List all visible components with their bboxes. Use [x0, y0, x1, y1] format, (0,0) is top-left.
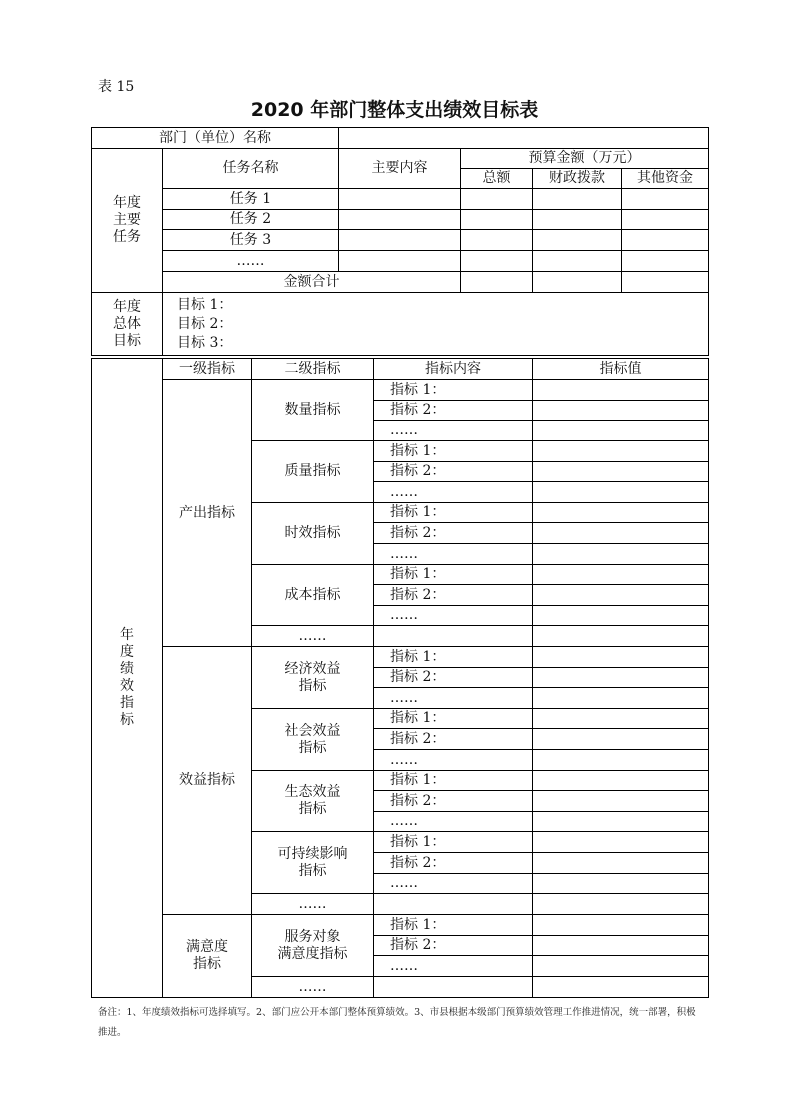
indicator-content[interactable] — [374, 626, 533, 647]
level2-indicator: 经济效益 指标 — [252, 647, 374, 709]
indicator-value[interactable] — [533, 626, 709, 647]
cell-input[interactable] — [622, 251, 709, 272]
indicator-value[interactable] — [533, 936, 709, 956]
indicator-content[interactable]: 指标 2： — [374, 729, 533, 750]
amount-total-label: 金额合计 — [163, 272, 461, 293]
indicator-content[interactable]: 指标 2： — [374, 791, 533, 812]
cell-input[interactable] — [339, 189, 461, 210]
task-name: 任务 2 — [163, 210, 339, 230]
indicator-content[interactable]: …… — [374, 812, 533, 832]
indicator-content[interactable]: …… — [374, 956, 533, 977]
indicator-content[interactable]: 指标 1： — [374, 771, 533, 791]
level2-header: 二级指标 — [252, 359, 374, 380]
indicator-value[interactable] — [533, 647, 709, 668]
indicator-content[interactable]: …… — [374, 750, 533, 771]
indicator-content[interactable]: 指标 1： — [374, 915, 533, 936]
output-indicator-label: 产出指标 — [163, 380, 252, 647]
indicator-value[interactable] — [533, 791, 709, 812]
indicator-content[interactable]: 指标 2： — [374, 668, 533, 688]
indicator-value[interactable] — [533, 977, 709, 998]
table-row — [92, 210, 709, 230]
level2-indicator: 时效指标 — [252, 503, 374, 565]
overall-goal-content[interactable]: 目标 1： 目标 2： 目标 3： — [163, 293, 709, 356]
cell-input[interactable] — [461, 210, 533, 230]
overall-goal-label: 年度 总体 目标 — [92, 293, 163, 356]
level2-indicator: 成本指标 — [252, 565, 374, 626]
indicator-value[interactable] — [533, 503, 709, 523]
indicator-value[interactable] — [533, 441, 709, 462]
cell-input[interactable] — [461, 272, 533, 293]
indicator-value[interactable] — [533, 729, 709, 750]
indicator-content[interactable]: 指标 2： — [374, 401, 533, 421]
cell-input[interactable] — [533, 210, 622, 230]
dept-name-label: 部门（单位）名称 — [92, 128, 339, 149]
indicator-content[interactable]: 指标 1： — [374, 709, 533, 729]
cell-input[interactable] — [622, 272, 709, 293]
indicator-content[interactable]: …… — [374, 874, 533, 894]
task-name: 任务 3 — [163, 230, 339, 251]
table-row — [92, 272, 709, 293]
indicator-value[interactable] — [533, 462, 709, 482]
table-number: 表 15 — [98, 79, 135, 95]
indicator-content[interactable]: 指标 1： — [374, 503, 533, 523]
footnote: 备注：1、年度绩效指标可选择填写。2、部门应公开本部门整体预算绩效。3、市县根据本级部门预算绩效管理工作推进情况，统一部署，积极推进。 — [98, 1007, 696, 1038]
indicator-value[interactable] — [533, 421, 709, 441]
cell-input[interactable] — [622, 230, 709, 251]
budget-header: 预算金额（万元） — [461, 149, 709, 169]
cell-input[interactable] — [622, 189, 709, 210]
indicator-value[interactable] — [533, 606, 709, 626]
indicator-value[interactable] — [533, 585, 709, 606]
indicator-content[interactable]: 指标 2： — [374, 936, 533, 956]
cell-input[interactable] — [339, 230, 461, 251]
indicator-content[interactable]: 指标 1： — [374, 380, 533, 401]
indicator-content[interactable] — [374, 894, 533, 915]
indicator-value[interactable] — [533, 771, 709, 791]
cell-input[interactable] — [339, 251, 461, 272]
indicator-value[interactable] — [533, 482, 709, 503]
indicator-value[interactable] — [533, 915, 709, 936]
main-content-header: 主要内容 — [339, 149, 461, 189]
level2-indicator-more: …… — [252, 977, 374, 998]
indicator-content[interactable]: 指标 2： — [374, 523, 533, 544]
indicator-content[interactable]: …… — [374, 544, 533, 565]
indicator-content[interactable] — [374, 977, 533, 998]
table-row — [92, 251, 709, 272]
task-name: …… — [163, 251, 339, 272]
indicator-value[interactable] — [533, 668, 709, 688]
benefit-indicator-label: 效益指标 — [163, 647, 252, 915]
content-header: 指标内容 — [374, 359, 533, 380]
task-table — [91, 127, 709, 356]
indicator-value[interactable] — [533, 874, 709, 894]
annual-tasks-label: 年度 主要 任务 — [92, 149, 163, 293]
annual-performance-label: 年 度 绩 效 指 标 — [92, 359, 163, 998]
indicator-content[interactable]: 指标 2： — [374, 585, 533, 606]
dept-name-value[interactable] — [339, 128, 709, 149]
indicator-value[interactable] — [533, 709, 709, 729]
table-row — [92, 189, 709, 210]
cell-input[interactable] — [461, 230, 533, 251]
performance-indicator-table — [91, 358, 709, 998]
indicator-value[interactable] — [533, 523, 709, 544]
indicator-value[interactable] — [533, 832, 709, 853]
page-title: 2020 年部门整体支出绩效目标表 — [250, 99, 539, 121]
indicator-content[interactable]: 指标 2： — [374, 853, 533, 874]
other-funds-header: 其他资金 — [622, 169, 709, 189]
indicator-content[interactable]: 指标 2： — [374, 462, 533, 482]
cell-input[interactable] — [461, 251, 533, 272]
value-header: 指标值 — [533, 359, 709, 380]
indicator-content[interactable]: …… — [374, 421, 533, 441]
level2-indicator: 社会效益 指标 — [252, 709, 374, 771]
indicator-content[interactable]: 指标 1： — [374, 832, 533, 853]
satisfaction-indicator-label: 满意度 指标 — [163, 915, 252, 998]
level2-indicator: 可持续影响 指标 — [252, 832, 374, 894]
indicator-content[interactable]: 指标 1： — [374, 565, 533, 585]
level2-indicator-more: …… — [252, 894, 374, 915]
task-name-header: 任务名称 — [163, 149, 339, 189]
cell-input[interactable] — [339, 210, 461, 230]
total-header: 总额 — [461, 169, 533, 189]
task-name: 任务 1 — [163, 189, 339, 210]
cell-input[interactable] — [533, 230, 622, 251]
cell-input[interactable] — [622, 210, 709, 230]
table-row — [92, 230, 709, 251]
cell-input[interactable] — [461, 189, 533, 210]
indicator-value[interactable] — [533, 380, 709, 401]
level1-header: 一级指标 — [163, 359, 252, 380]
level2-indicator: 质量指标 — [252, 441, 374, 503]
indicator-content[interactable]: …… — [374, 606, 533, 626]
fiscal-header: 财政拨款 — [533, 169, 622, 189]
indicator-content[interactable]: 指标 1： — [374, 441, 533, 462]
indicator-value[interactable] — [533, 401, 709, 421]
indicator-value[interactable] — [533, 894, 709, 915]
level2-indicator-more: …… — [252, 626, 374, 647]
indicator-content[interactable]: …… — [374, 688, 533, 709]
cell-input[interactable] — [533, 251, 622, 272]
cell-input[interactable] — [533, 189, 622, 210]
indicator-value[interactable] — [533, 688, 709, 709]
indicator-value[interactable] — [533, 544, 709, 565]
indicator-value[interactable] — [533, 853, 709, 874]
indicator-value[interactable] — [533, 956, 709, 977]
indicator-value[interactable] — [533, 565, 709, 585]
indicator-value[interactable] — [533, 812, 709, 832]
level2-indicator: 数量指标 — [252, 380, 374, 441]
level2-indicator: 生态效益 指标 — [252, 771, 374, 832]
indicator-value[interactable] — [533, 750, 709, 771]
indicator-content[interactable]: …… — [374, 482, 533, 503]
level2-indicator: 服务对象 满意度指标 — [252, 915, 374, 977]
indicator-content[interactable]: 指标 1： — [374, 647, 533, 668]
cell-input[interactable] — [533, 272, 622, 293]
